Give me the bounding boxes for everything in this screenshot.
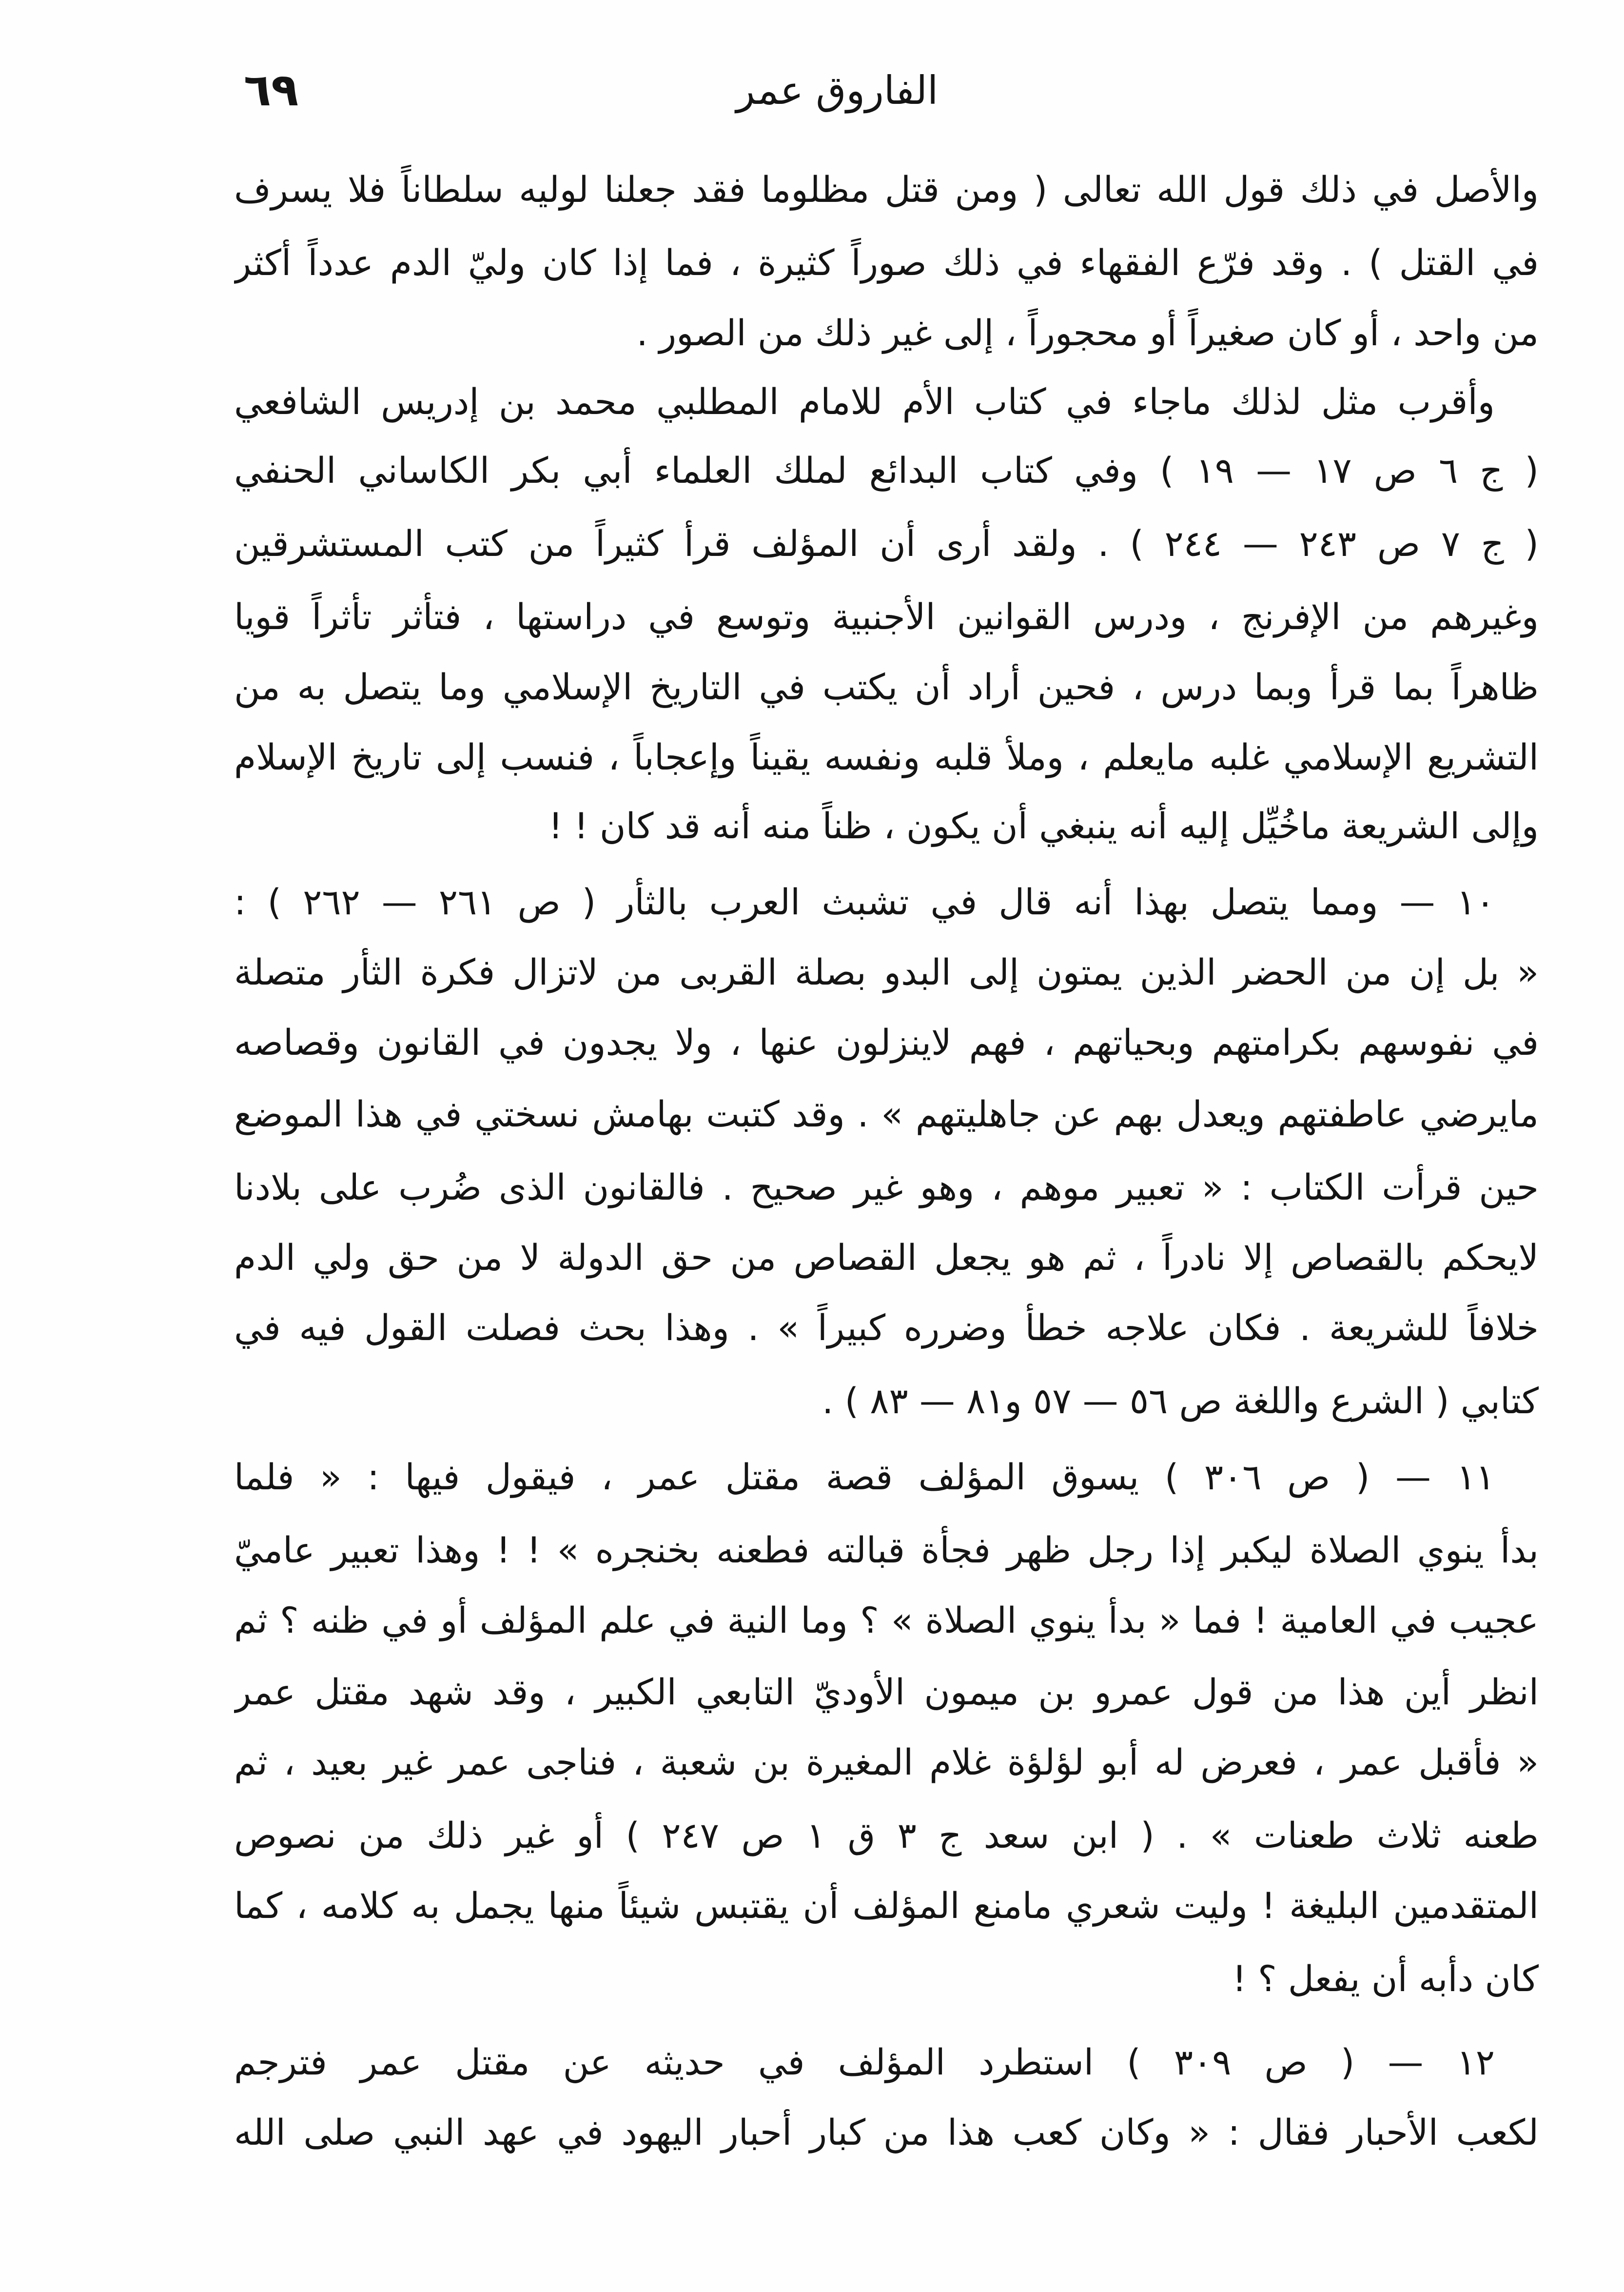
text-line: في القتل ) . وقد فرّع الفقهاء في ذلك صوراً كثيرة ، فما إذا كان وليّ الدم عدداً أكثر xyxy=(234,242,1539,284)
text-line: كتابي ( الشرع واللغة ص ٥٦ — ٥٧ و٨١ — ٨٣ ) . xyxy=(822,1381,1539,1422)
text-line: مايرضي عاطفتهم ويعدل بهم عن جاهليتهم » . وقد كتبت بهامش نسختي في هذا الموضع xyxy=(234,1094,1539,1135)
text-line: طعنه ثلاث طعنات » . ( ابن سعد ج ٣ ق ١ ص ٢٤٧ ) أو غير ذلك من نصوص xyxy=(234,1815,1539,1857)
text-line: عجيب في العامية ! فما « بدأ ينوي الصلاة » ؟ وما النية في علم المؤلف أو في ظنه ؟ ثم xyxy=(234,1600,1539,1641)
text-line: انظر أين هذا من قول عمرو بن ميمون الأوديّ التابعي الكبير ، وقد شهد مقتل عمر xyxy=(234,1672,1539,1713)
text-line: ١٢ — ( ص ٣٠٩ ) استطرد المؤلف في حديثه عن مقتل عمر فترجم xyxy=(234,2042,1495,2083)
text-line: « بل إن من الحضر الذين يمتون إلى البدو بصلة القربى من لاتزال فكرة الثأر متصلة xyxy=(234,952,1539,993)
text-line: وغيرهم من الإفرنج ، ودرس القوانين الأجنبية وتوسع في دراستها ، فتأثر تأثراً قويا xyxy=(234,596,1539,638)
text-line: بدأ ينوي الصلاة ليكبر إذا رجل ظهر فجأة قبالته فطعنه بخنجره » ! ! وهذا تعبير عاميّ xyxy=(234,1530,1539,1571)
text-line: في نفوسهم بكرامتهم وبحياتهم ، فهم لاينزلون عنها ، ولا يجدون في القانون وقصاصه xyxy=(234,1022,1539,1064)
text-line: وأقرب مثل لذلك ماجاء في كتاب الأم للامام المطلبي محمد بن إدريس الشافعي xyxy=(234,381,1495,423)
text-line: خلافاً للشريعة . فكان علاجه خطأ وضرره كبيراً » . وهذا بحث فصلت القول فيه في xyxy=(234,1307,1539,1349)
text-line: « فأقبل عمر ، فعرض له أبو لؤلؤة غلام المغيرة بن شعبة ، فناجى عمر غير بعيد ، ثم xyxy=(234,1742,1539,1783)
text-line: لكعب الأحبار فقال : « وكان كعب هذا من كبار أحبار اليهود في عهد النبي صلى الله xyxy=(234,2112,1539,2154)
text-line: وإلى الشريعة ماخُيِّل إليه أنه ينبغي أن يكون ، ظناً منه أنه قد كان ! ! xyxy=(548,806,1539,847)
text-line: كان دأبه أن يفعل ؟ ! xyxy=(1232,1958,1539,2000)
text-line: المتقدمين البليغة ! وليت شعري مامنع المؤلف أن يقتبس شيئاً منها يجمل به كلامه ، كما xyxy=(234,1885,1539,1927)
running-title: الفاروق عمر xyxy=(736,68,939,113)
text-line: ١١ — ( ص ٣٠٦ ) يسوق المؤلف قصة مقتل عمر ، فيقول فيها : « فلما xyxy=(234,1457,1495,1498)
text-line: ظاهراً بما قرأ وبما درس ، فحين أراد أن يكتب في التاريخ الإسلامي وما يتصل به من xyxy=(234,667,1539,708)
page-number: ٦٩ xyxy=(244,64,299,116)
text-line: من واحد ، أو كان صغيراً أو محجوراً ، إلى غير ذلك من الصور . xyxy=(636,313,1539,354)
text-line: التشريع الإسلامي غلبه مايعلم ، وملأ قلبه ونفسه يقيناً وإعجاباً ، فنسب إلى تاريخ الإسلام xyxy=(234,737,1539,778)
text-line: ( ج ٦ ص ١٧ — ١٩ ) وفي كتاب البدائع لملك العلماء أبي بكر الكاساني الحنفي xyxy=(234,450,1539,492)
text-line: ١٠ — ومما يتصل بهذا أنه قال في تشبث العرب بالثأر ( ص ٢٦١ — ٢٦٢ ) : xyxy=(234,882,1495,923)
text-line: حين قرأت الكتاب : « تعبير موهم ، وهو غير صحيح . فالقانون الذى ضُرب على بلادنا xyxy=(234,1167,1539,1208)
text-line: لايحكم بالقصاص إلا نادراً ، ثم هو يجعل القصاص من حق الدولة لا من حق ولي الدم xyxy=(234,1237,1539,1279)
text-line: ( ج ٧ ص ٢٤٣ — ٢٤٤ ) . ولقد أرى أن المؤلف قرأ كثيراً من كتب المستشرقين xyxy=(234,523,1539,565)
text-line: والأصل في ذلك قول الله تعالى ( ومن قتل مظلوما فقد جعلنا لوليه سلطاناً فلا يسرف xyxy=(234,169,1539,211)
